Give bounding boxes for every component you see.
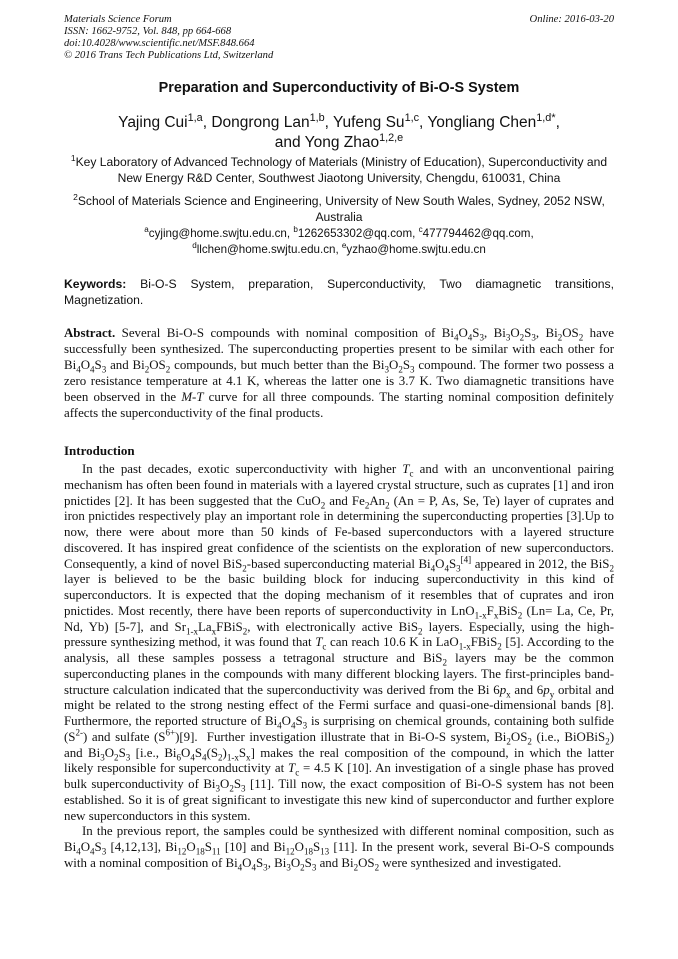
email-address[interactable]: yzhao@home.swjtu.edu.cn bbox=[346, 243, 486, 256]
abstract bbox=[64, 325, 614, 421]
author-affil-mark: 1,d* bbox=[536, 111, 556, 124]
abstract-text: Several Bi-O-S compounds with nominal composition of $Bi_4O_4S_3$, $Bi_3O_2S_3$, $Bi_2OS_2$ have successfully been synthesized. The superconducting properties present to be similar with each other for $Bi_4O_4S_3$ and $Bi_2OS_2$ compounds, but much better than the $Bi_3O_2S_3$ compound. The former two possess a zero resistance temperature at 4.1 K, whereas the latter one is 3.7 K. Two diamagnetic transitions have been observed in the M-T curve for all three compounds. The starting nominal composition definitely affects the superconductivity of the final products. bbox=[64, 326, 615, 420]
author-name: Yajing Cui bbox=[118, 114, 188, 131]
email-address[interactable]: llchen@home.swjtu.edu.cn bbox=[196, 243, 336, 256]
email-list: $^a$cyjing@home.swjtu.edu.cn, $^b$1262653302@qq.com, $^c$477794462@qq.com, $^d$llchen@home.swjtu.edu.cn, $^e$yzhao@home.swjtu.edu.cn bbox=[144, 225, 534, 256]
journal-header bbox=[64, 14, 273, 62]
section-heading: Introduction bbox=[64, 443, 135, 458]
author-affil-mark: 1,a bbox=[187, 111, 203, 124]
author-name: Dongrong Lan bbox=[211, 114, 310, 131]
keywords-text: Bi-O-S System, preparation, Superconductivity, Two diamagnetic transitions, Magnetization. bbox=[64, 277, 614, 307]
doi-line: doi:10.4028/www.scientific.net/MSF.848.664 bbox=[64, 38, 255, 49]
author-name: Yong Zhao bbox=[304, 134, 380, 151]
author-name: Yongliang Chen bbox=[427, 114, 537, 131]
keywords bbox=[64, 276, 614, 308]
paragraph: In the past decades, exotic superconductivity with higher $T_c$ and with an unconventional pairing mechanism has often been found in materials with a layered crystal structure, such as cuprates [1] and iron pnictides [2]. It has been suggested that the CuO$_2$ and $Fe_2An_2$ (An = P, As, Se, Te) layer of cuprates and iron pnictides respectively play an important role in determining the superconducting properties [3].Up to now, there were about more than 50 kinds of Fe-based superconductors with a layered structure discovered. It has inspired great confidence of the scientists on the exploration of new superconductors. Consequently, a kind of novel BiS$_2$-based superconducting material $Bi_4O_4S_3[4]$ appeared in 2012, the BiS$_2$ layer is believed to be the basic building block for inducing superconductivity in this kind of superconductors. It is expected that the doping mechanism of it resembles that of cuprates and iron pnictides. Most recently, there have been reports of superconductivity in $LnO_{1-x}F_xBiS_2$ (Ln= La, Ce, Pr, Nd, Yb) [5-7], and $Sr_{1-x}La_xFBiS_2$, with electronically active BiS$_2$ layers. Especially, using the high-pressure synthesizing method, it was found that $T_c$ can reach 10.6 K in LaO$_{1-x}$FBiS$_2$ [5]. According to the analysis, all these samples possess a tetragonal structure and BiS$_2$ layers may be the common superconducting planes in the compounds with many different blocking layers. The first-principles band-structure calculation indicated that the superconductivity was derived from the Bi $6p_x$ and $6p_y$ orbital and might be related to the strong nesting effect of the Fermi surface and quasi-one-dimensional bands [8]. Furthermore, the reported structure of $Bi_4O_4S_3$ is surprising on chemical grounds, containing both sulfide $(S^{2-})$ and sulfate $(S^{6+})[9]$. Further investigation illustrate that in Bi-O-S system, $Bi_2OS_2$ (i.e., BiOBiS$_2$) and $Bi_3O_2S_3$ [i.e., $Bi_6O_4S_4(S_2)_{1-x}S_x$] makes the real composition of the compound, in which the latter likely responsible for superconductivity at $T_c = 4.5$ K [10]. An investigation of a single phase has proved bulk superconductivity of $Bi_3O_2S_3$ [11]. Till now, the exact composition of Bi-O-S system has not been established. So it is of great significant to investigate this new kind of superconductor and further explore new superconductors in this system. bbox=[64, 462, 615, 823]
author-affil-mark: 1,b bbox=[309, 111, 325, 124]
author-list: Yajing Cui$^{1,a}$, Dongrong Lan$^{1,b}$, Yufeng Su$^{1,c}$, Yongliang Chen$^{1,d*}$, and Yong Zhao$^{1,2,e}$ bbox=[118, 111, 560, 151]
author-affil-mark: 1,c bbox=[404, 111, 420, 124]
copyright-line: © 2016 Trans Tech Publications Ltd, Switzerland bbox=[64, 50, 274, 61]
author-and: and bbox=[274, 134, 305, 151]
author-name: Yufeng Su bbox=[333, 114, 405, 131]
email-address[interactable]: 477794462@qq.com bbox=[422, 227, 531, 240]
online-date: Online: 2016-03-20 bbox=[529, 14, 614, 25]
email-address[interactable]: cyjing@home.swjtu.edu.cn bbox=[148, 227, 287, 240]
keywords-label: Keywords: bbox=[64, 277, 127, 291]
issn-line: ISSN: 1662-9752, Vol. 848, pp 664-668 bbox=[64, 26, 232, 37]
affiliation-1: $^1$Key Laboratory of Advanced Technology of Materials (Ministry of Education), Superconductivity and New Energy R&D Center, Southwest Jiaotong University, Chengdu, 610031, China bbox=[70, 152, 608, 185]
paragraph: In the previous report, the samples could be synthesized with different nominal composition, such as $Bi_4O_4S_3$ [4,12,13], $Bi_{12}O_{18}S_{11}$ [10] and $Bi_{12}O_{18}S_{13}$ [11]. In the present work, several Bi-O-S compounds with a nominal composition of $Bi_4O_4S_3$, $Bi_3O_2S_3$ and $Bi_2OS_2$ were synthesized and investigated. bbox=[64, 824, 615, 873]
body-text bbox=[64, 462, 614, 872]
affiliation-2: $^2$School of Materials Science and Engineering, University of New South Wales, Sydney, 2052 NSW, Australia bbox=[73, 191, 605, 224]
abstract-label: Abstract. bbox=[64, 326, 116, 340]
email-address[interactable]: 1262653302@qq.com bbox=[297, 227, 413, 240]
author-affil-mark: 1,2,e bbox=[379, 131, 404, 144]
journal-name: Materials Science Forum bbox=[64, 14, 172, 25]
paper-title: Preparation and Superconductivity of Bi-O-S System bbox=[158, 80, 520, 96]
